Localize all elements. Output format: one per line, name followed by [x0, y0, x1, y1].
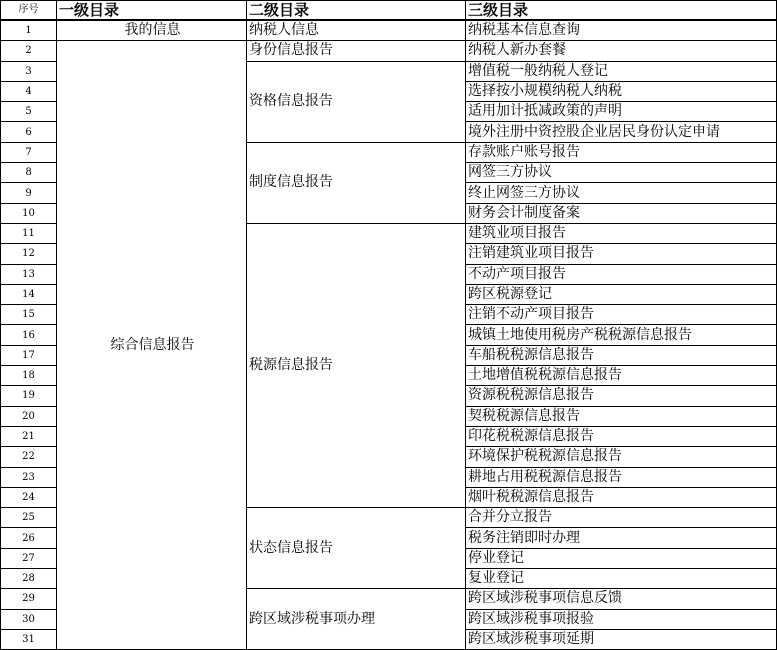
level3-cell: 跨区税源登记: [466, 284, 777, 304]
level3-cell: 适用加计抵减政策的声明: [466, 102, 777, 122]
level3-cell: 资源税税源信息报告: [466, 386, 777, 406]
level3-cell: 跨区域涉税事项延期: [466, 629, 777, 649]
row-number: 21: [1, 426, 57, 446]
level3-cell: 终止网签三方协议: [466, 183, 777, 203]
header-seq: 序号: [1, 1, 57, 21]
level3-cell: 增值税一般纳税人登记: [466, 61, 777, 81]
row-number: 28: [1, 569, 57, 589]
row-number: 20: [1, 406, 57, 426]
level3-cell: 合并分立报告: [466, 508, 777, 528]
level3-cell: 烟叶税税源信息报告: [466, 487, 777, 507]
table-row: [1, 41, 777, 61]
level3-cell: 耕地占用税税源信息报告: [466, 467, 777, 487]
level2-cell: 身份信息报告: [247, 41, 466, 61]
level3-cell: 财务会计制度备案: [466, 203, 777, 223]
row-number: 27: [1, 548, 57, 568]
level2-cell: 税源信息报告: [247, 223, 466, 507]
row-number: 16: [1, 325, 57, 345]
header-level3: 三级目录: [466, 1, 777, 21]
header-level1: 一级目录: [57, 1, 247, 21]
row-number: 11: [1, 223, 57, 243]
level3-cell: 纳税基本信息查询: [466, 20, 777, 41]
row-number: 1: [1, 20, 57, 41]
level3-cell: 跨区域涉税事项报验: [466, 609, 777, 629]
level2-cell: 纳税人信息: [247, 20, 466, 41]
level3-cell: 土地增值税税源信息报告: [466, 366, 777, 386]
level2-cell: 制度信息报告: [247, 142, 466, 223]
level3-cell: 环境保护税税源信息报告: [466, 447, 777, 467]
level3-cell: 建筑业项目报告: [466, 223, 777, 243]
row-number: 7: [1, 142, 57, 162]
level3-cell: 注销建筑业项目报告: [466, 244, 777, 264]
row-number: 18: [1, 366, 57, 386]
level3-cell: 纳税人新办套餐: [466, 41, 777, 61]
level3-cell: 印花税税源信息报告: [466, 426, 777, 446]
table-row: [1, 20, 777, 41]
row-number: 14: [1, 284, 57, 304]
row-number: 4: [1, 81, 57, 101]
level3-cell: 存款账户账号报告: [466, 142, 777, 162]
row-number: 23: [1, 467, 57, 487]
row-number: 30: [1, 609, 57, 629]
level3-cell: 跨区域涉税事项信息反馈: [466, 589, 777, 609]
level1-cell: 综合信息报告: [57, 41, 247, 650]
level2-cell: 状态信息报告: [247, 508, 466, 589]
row-number: 2: [1, 41, 57, 61]
row-number: 25: [1, 508, 57, 528]
row-number: 9: [1, 183, 57, 203]
level2-cell: 资格信息报告: [247, 61, 466, 142]
row-number: 13: [1, 264, 57, 284]
level3-cell: 停业登记: [466, 548, 777, 568]
row-number: 19: [1, 386, 57, 406]
row-number: 17: [1, 345, 57, 365]
row-number: 31: [1, 629, 57, 649]
header-level2: 二级目录: [247, 1, 466, 21]
level3-cell: 选择按小规模纳税人纳税: [466, 81, 777, 101]
level3-cell: 车船税税源信息报告: [466, 345, 777, 365]
level3-cell: 不动产项目报告: [466, 264, 777, 284]
level3-cell: 复业登记: [466, 569, 777, 589]
row-number: 10: [1, 203, 57, 223]
level3-cell: 城镇土地使用税房产税税源信息报告: [466, 325, 777, 345]
level2-cell: 跨区域涉税事项办理: [247, 589, 466, 650]
header-row: [1, 1, 777, 21]
row-number: 26: [1, 528, 57, 548]
level3-cell: 境外注册中资控股企业居民身份认定申请: [466, 122, 777, 142]
level3-cell: 网签三方协议: [466, 163, 777, 183]
row-number: 22: [1, 447, 57, 467]
row-number: 3: [1, 61, 57, 81]
row-number: 12: [1, 244, 57, 264]
level3-cell: 税务注销即时办理: [466, 528, 777, 548]
row-number: 24: [1, 487, 57, 507]
level1-cell: 我的信息: [57, 20, 247, 41]
level3-cell: 契税税源信息报告: [466, 406, 777, 426]
level3-cell: 注销不动产项目报告: [466, 305, 777, 325]
row-number: 5: [1, 102, 57, 122]
row-number: 15: [1, 305, 57, 325]
row-number: 8: [1, 163, 57, 183]
row-number: 29: [1, 589, 57, 609]
row-number: 6: [1, 122, 57, 142]
